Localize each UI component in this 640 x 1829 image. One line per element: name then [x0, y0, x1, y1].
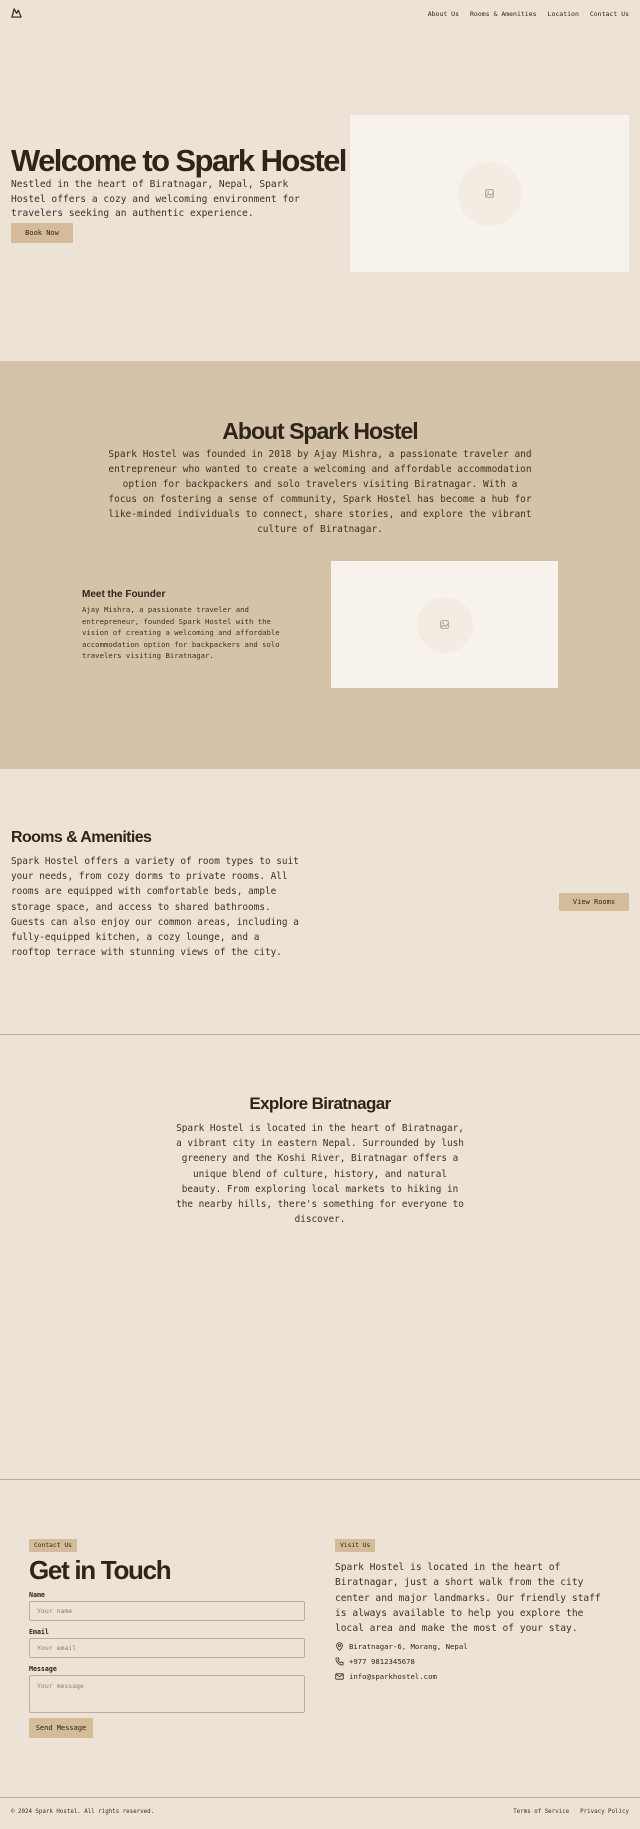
explore-title: Explore Biratnagar — [249, 1094, 391, 1113]
mountain-logo-icon[interactable] — [11, 7, 22, 18]
hero-image — [350, 115, 629, 272]
map-pin-icon — [335, 1642, 344, 1651]
section-divider — [0, 1034, 640, 1035]
nav-links — [428, 10, 629, 18]
image-icon — [440, 620, 449, 629]
nav-link-rooms[interactable]: Rooms & Amenities — [470, 10, 537, 18]
founder-title: Meet the Founder — [82, 589, 166, 600]
section-divider — [0, 1479, 640, 1480]
nav-link-contact[interactable]: Contact Us — [589, 10, 629, 18]
phone-text[interactable]: +977 9812345678 — [349, 1657, 415, 1666]
view-rooms-button[interactable]: View Rooms — [559, 893, 629, 911]
contact-tag: Contact Us — [29, 1539, 77, 1552]
phone-icon — [335, 1657, 344, 1666]
email-text[interactable]: info@sparkhostel.com — [349, 1672, 437, 1681]
nav-link-about[interactable]: About Us — [427, 10, 460, 18]
nav-link-location[interactable]: Location — [547, 10, 579, 18]
top-navbar — [0, 0, 640, 28]
message-textarea[interactable] — [29, 1675, 305, 1713]
name-input[interactable] — [29, 1601, 305, 1621]
hero-title: Welcome to Spark Hostel — [11, 143, 346, 178]
email-line — [335, 1672, 437, 1681]
visit-text: Spark Hostel is located in the heart of Biratnagar, just a short walk from the city center and major landmarks. Our friendly staff is always available to help you explore the local area and make the most of your stay. — [335, 1562, 601, 1635]
send-message-button[interactable]: Send Message — [29, 1718, 93, 1738]
about-title: About Spark Hostel — [222, 418, 418, 444]
message-label: Message — [29, 1665, 57, 1673]
hero-description: Nestled in the heart of Biratnagar, Nepal, Spark Hostel offers a cozy and welcoming environment for travelers seeking an authentic experience. — [11, 179, 300, 219]
name-label: Name — [29, 1591, 45, 1599]
privacy-link[interactable]: Privacy Policy — [580, 1809, 629, 1815]
explore-text: Spark Hostel is located in the heart of Biratnagar, a vibrant city in eastern Nepal. Surrounded by lush greenery and the Koshi River, Biratnagar offers a unique blend of culture, history, and natural beauty. From exploring local markets to hiking in the nearby hills, there's something for everyone to discover. — [176, 1123, 464, 1226]
address-text: Biratnagar-6, Morang, Nepal — [349, 1642, 468, 1651]
phone-line — [335, 1657, 415, 1666]
book-now-button[interactable]: Book Now — [11, 223, 73, 243]
founder-text: Ajay Mishra, a passionate traveler and entrepreneur, founded Spark Hostel with the vision of creating a welcoming and affordable accommodation option for backpackers and solo travelers visiting Biratnagar. — [82, 605, 280, 660]
footer-copyright: © 2024 Spark Hostel. All rights reserved. — [11, 1809, 155, 1815]
address-line — [335, 1642, 468, 1651]
rooms-text: Spark Hostel offers a variety of room types to suit your needs, from cozy dorms to private rooms. All rooms are equipped with comfortable beds, ample storage space, and access to shared bathrooms. Guests can also enjoy our common areas, including a fully-equipped kitchen, a cozy lounge, and a rooftop terrace with stunning views of the city. — [11, 856, 299, 959]
email-label: Email — [29, 1628, 49, 1636]
contact-title: Get in Touch — [29, 1555, 171, 1585]
email-input[interactable] — [29, 1638, 305, 1658]
about-text: Spark Hostel was founded in 2018 by Ajay Mishra, a passionate traveler and entrepreneur who wanted to create a welcoming and affordable accommodation option for backpackers and solo travelers visiting Biratnagar. With a focus on fostering a sense of community, Spark Hostel has become a hub for like-minded individuals to connect, share stories, and explore the vibrant culture of Biratnagar. — [108, 449, 532, 535]
terms-link[interactable]: Terms of Service — [513, 1809, 570, 1815]
mail-icon — [335, 1672, 344, 1681]
rooms-title: Rooms & Amenities — [11, 829, 152, 846]
founder-image — [331, 561, 558, 688]
image-icon — [485, 189, 494, 198]
visit-tag: Visit Us — [335, 1539, 375, 1552]
footer-links — [513, 1809, 629, 1815]
footer-divider — [0, 1797, 640, 1798]
